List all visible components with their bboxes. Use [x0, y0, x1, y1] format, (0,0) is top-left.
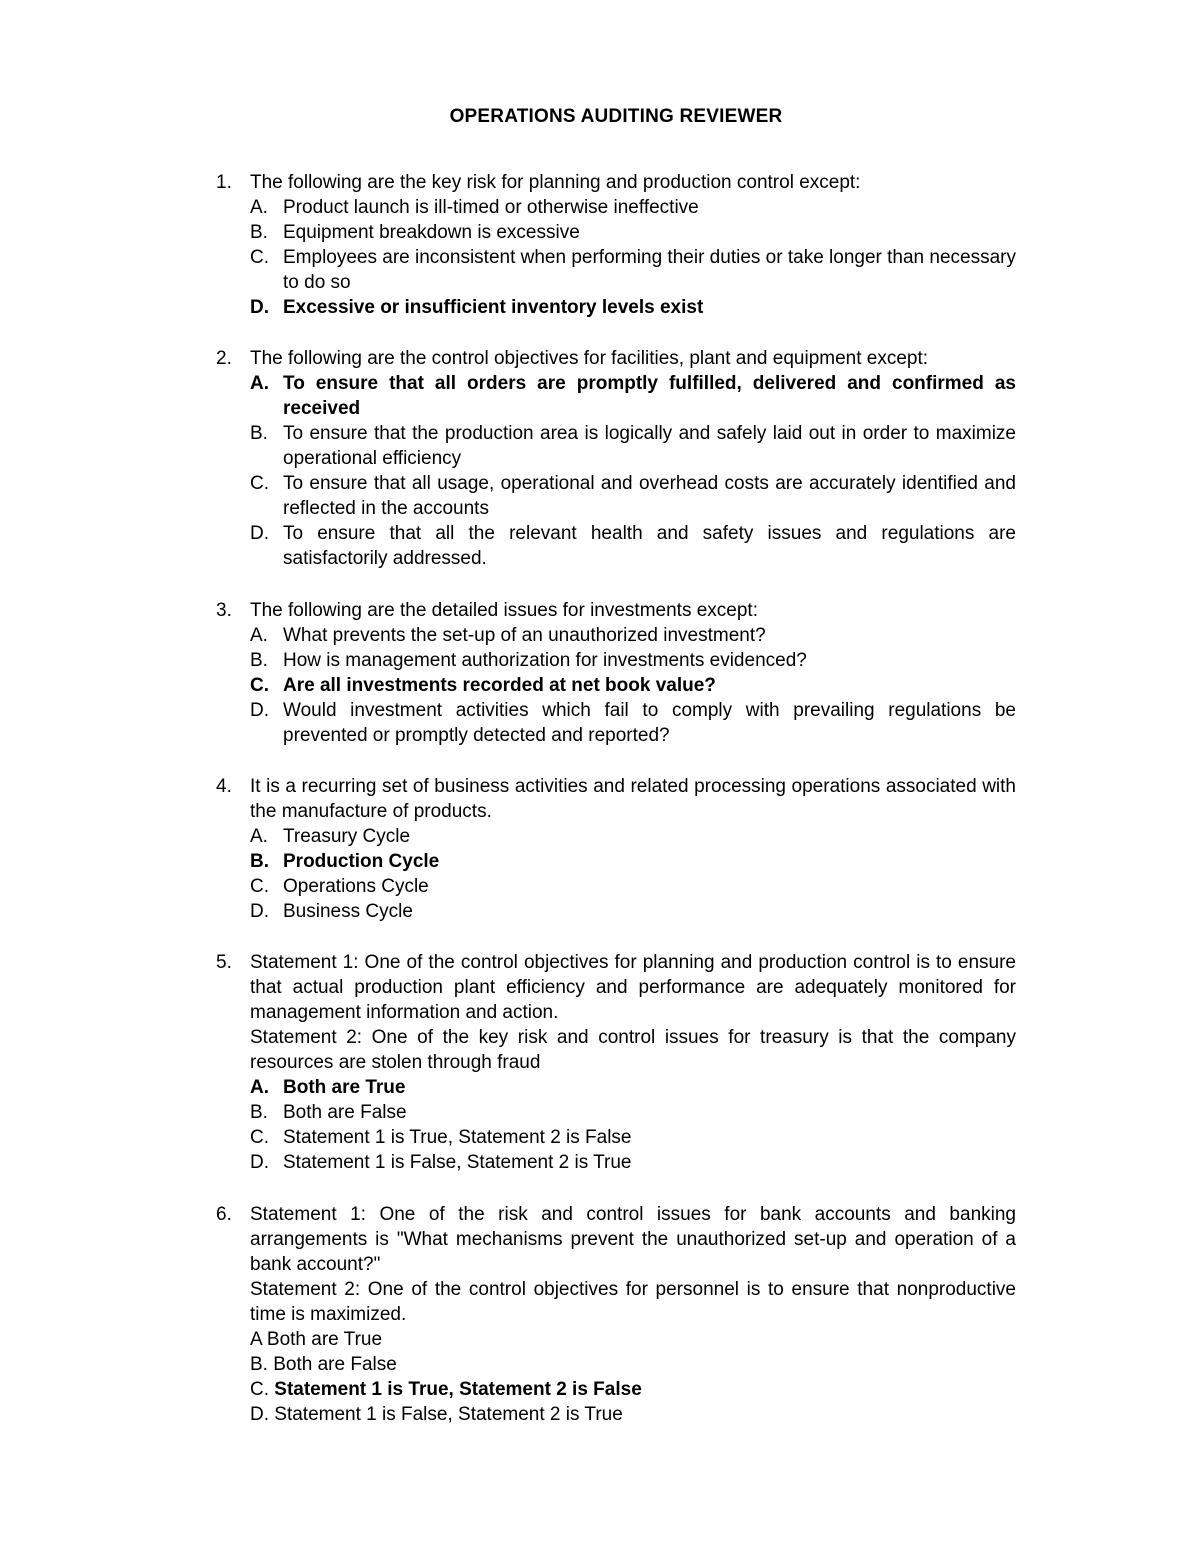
option-c: C. Employees are inconsistent when performing their duties or take longer than necessary to do so [250, 247, 1016, 293]
question-number: 4. [216, 776, 232, 797]
option-d: D. Would investment activities which fail to comply with prevailing regulations be prevented or promptly detected and reported? [250, 700, 1016, 746]
question-4 [216, 774, 1016, 924]
question-number: 3. [216, 600, 232, 621]
option-d: D. Statement 1 is False, Statement 2 is True [250, 1404, 623, 1425]
option-b: B. To ensure that the production area is logically and safely laid out in order to maximize operational efficiency [250, 423, 1016, 469]
option-b: B. Both are False [250, 1102, 407, 1123]
statement-2: Statement 2: One of the control objectives for personnel is to ensure that nonproductive time is maximized. [250, 1279, 1016, 1325]
option-c: C. To ensure that all usage, operational and overhead costs are accurately identified and reflected in the accounts [250, 473, 1016, 519]
question-text: The following are the control objectives for facilities, plant and equipment except: [250, 348, 929, 369]
question-number: 6. [216, 1204, 232, 1225]
option-d: D. Business Cycle [250, 901, 413, 922]
question-1 [216, 170, 1016, 320]
option-b: B. Both are False [250, 1354, 397, 1375]
option-a-answer: A. Both are True [250, 1077, 406, 1098]
question-6 [216, 1202, 1016, 1427]
question-text: The following are the key risk for planning and production control except: [250, 172, 861, 193]
question-number: 5. [216, 952, 232, 973]
statement-2: Statement 2: One of the key risk and control issues for treasury is that the company resources are stolen through fraud [250, 1027, 1016, 1073]
option-b-answer: B. Production Cycle [250, 851, 440, 872]
option-a: A. Treasury Cycle [250, 826, 411, 847]
question-number: 2. [216, 348, 232, 369]
question-2 [216, 346, 1016, 571]
option-d-answer: D. Excessive or insufficient inventory levels exist [250, 297, 704, 318]
option-a: A Both are True [250, 1329, 383, 1350]
option-d: D. Statement 1 is False, Statement 2 is True [250, 1152, 632, 1173]
question-number: 1. [216, 172, 232, 193]
option-b: B. Equipment breakdown is excessive [250, 222, 580, 243]
statement-1: Statement 1: One of the risk and control issues for bank accounts and banking arrangements is "What mechanisms prevent the unauthorized set-up and operation of a bank account?" [250, 1204, 1016, 1275]
question-text: The following are the detailed issues for investments except: [250, 600, 758, 621]
option-c-answer: C. Are all investments recorded at net book value? [250, 675, 716, 696]
document-title: OPERATIONS AUDITING REVIEWER [449, 106, 783, 127]
option-c-answer: C. Statement 1 is True, Statement 2 is False [250, 1379, 642, 1400]
option-b: B. How is management authorization for investments evidenced? [250, 650, 807, 671]
question-5 [216, 950, 1016, 1175]
option-c: C. Operations Cycle [250, 876, 429, 897]
question-3 [216, 598, 1016, 748]
option-a: A. What prevents the set-up of an unauthorized investment? [250, 625, 766, 646]
statement-1: Statement 1: One of the control objectives for planning and production control is to ensure that actual production plant efficiency and performance are adequately monitored for management information and action. [250, 952, 1016, 1023]
question-text: It is a recurring set of business activities and related processing operations associated with the manufacture of products. [250, 776, 1016, 822]
option-c: C. Statement 1 is True, Statement 2 is False [250, 1127, 632, 1148]
option-a: A. Product launch is ill-timed or otherwise ineffective [250, 197, 699, 218]
option-a-answer: A. To ensure that all orders are promptly fulfilled, delivered and confirmed as received [250, 373, 1016, 419]
option-d: D. To ensure that all the relevant health and safety issues and regulations are satisfactorily addressed. [250, 523, 1016, 569]
